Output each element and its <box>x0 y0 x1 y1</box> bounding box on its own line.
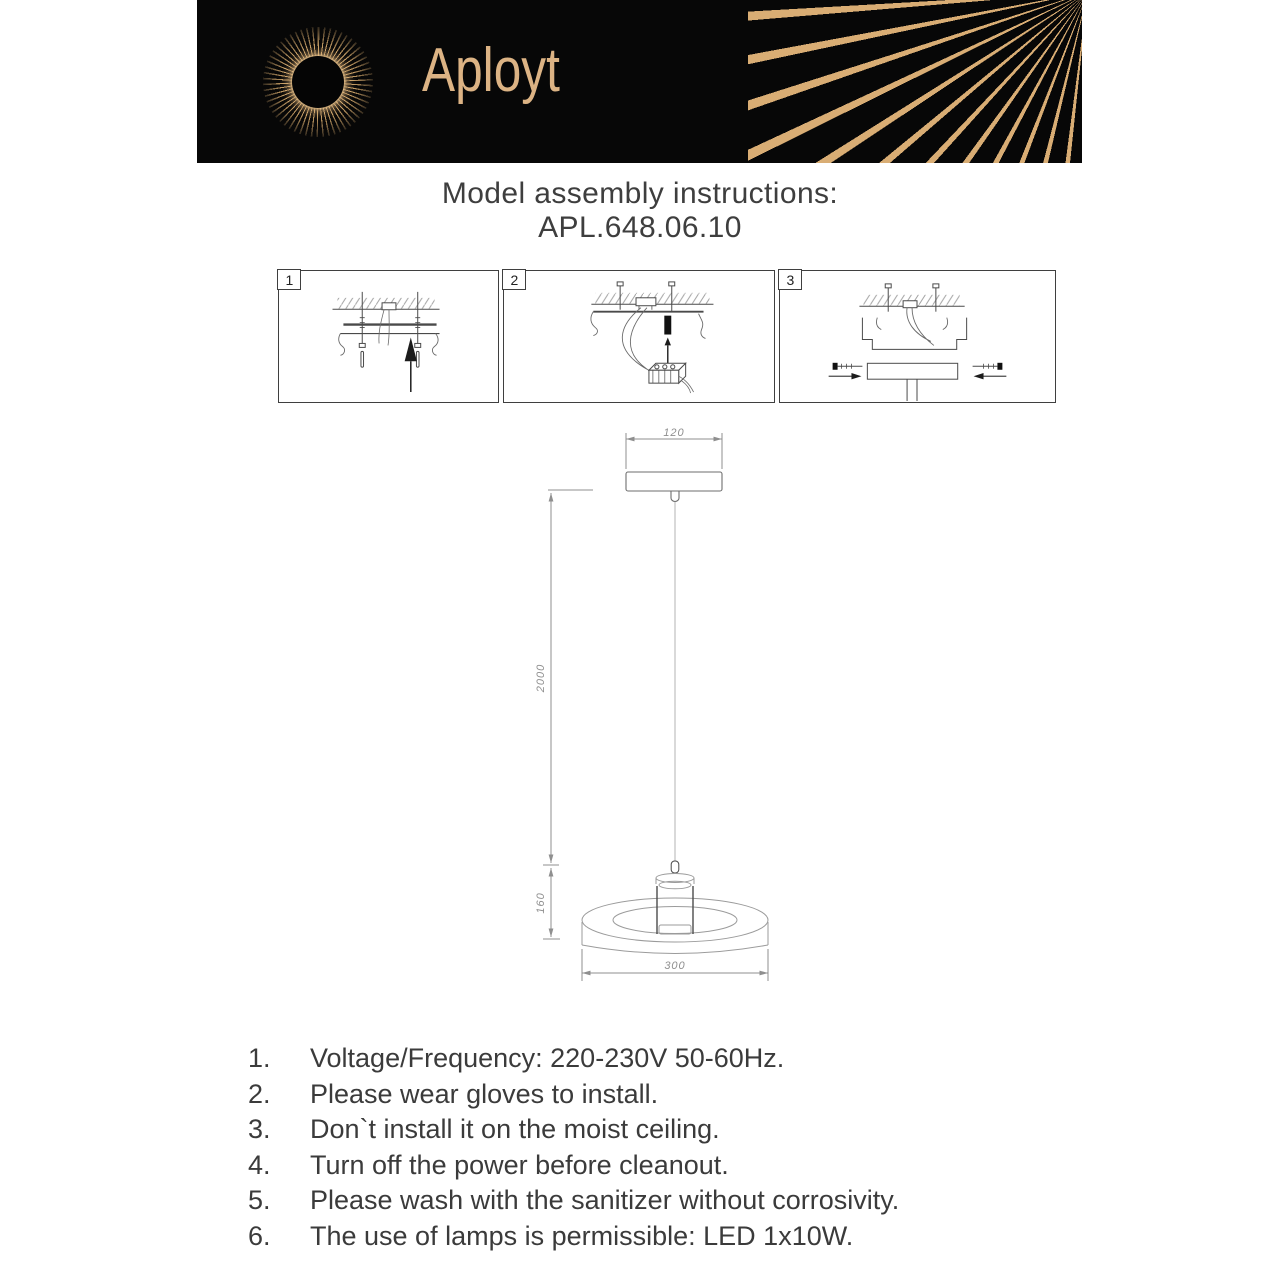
model-number: APL.648.06.10 <box>538 211 742 244</box>
instruction-list <box>248 1043 1078 1257</box>
list-item-number: 2. <box>248 1078 271 1109</box>
starburst-logo-icon <box>263 27 373 137</box>
lamp-dimension-drawing <box>535 425 815 995</box>
list-item <box>248 1221 1078 1257</box>
list-item-text: Turn off the power before cleanout. <box>310 1149 729 1180</box>
step-panel-3 <box>779 270 1056 403</box>
dim-body-height: 160 <box>535 892 547 914</box>
list-item-number: 1. <box>248 1043 271 1073</box>
assembly-steps <box>278 270 1056 403</box>
list-item <box>248 1043 1078 1079</box>
step-panel-2 <box>503 270 775 403</box>
page-title: Model assembly instructions: <box>441 177 839 210</box>
list-item-number: 3. <box>248 1114 271 1145</box>
step2-diagram <box>504 271 774 402</box>
step1-diagram <box>279 271 498 402</box>
list-item-text: Don`t install it on the moist ceiling. <box>310 1114 720 1145</box>
list-item <box>248 1185 1078 1221</box>
step-number-badge: 3 <box>778 269 802 290</box>
list-item-text: Voltage/Frequency: 220-230V 50-60Hz. <box>310 1043 785 1073</box>
list-item-text: The use of lamps is permissible: LED 1x10W. <box>310 1220 854 1251</box>
dim-canopy-width: 120 <box>663 427 685 439</box>
lamp-drawing-svg <box>535 425 815 995</box>
step-number-badge: 2 <box>502 269 526 290</box>
step-panel-1 <box>278 270 499 403</box>
list-item <box>248 1079 1078 1115</box>
step-number-badge: 1 <box>277 269 301 290</box>
list-item-number: 5. <box>248 1185 271 1216</box>
list-item-text: Please wash with the sanitizer without corrosivity. <box>310 1185 900 1216</box>
list-item-text: Please wear gloves to install. <box>310 1078 659 1109</box>
step3-diagram <box>780 271 1055 402</box>
brand-name: Aployt <box>422 36 560 105</box>
list-item-number: 6. <box>248 1220 271 1251</box>
dim-shade-diameter: 300 <box>664 960 686 972</box>
corner-rays-decoration-icon <box>748 0 1082 163</box>
list-item <box>248 1114 1078 1150</box>
list-item <box>248 1150 1078 1186</box>
dim-cord-length: 2000 <box>535 663 547 693</box>
brand-banner <box>197 0 1082 163</box>
list-item-number: 4. <box>248 1149 271 1180</box>
